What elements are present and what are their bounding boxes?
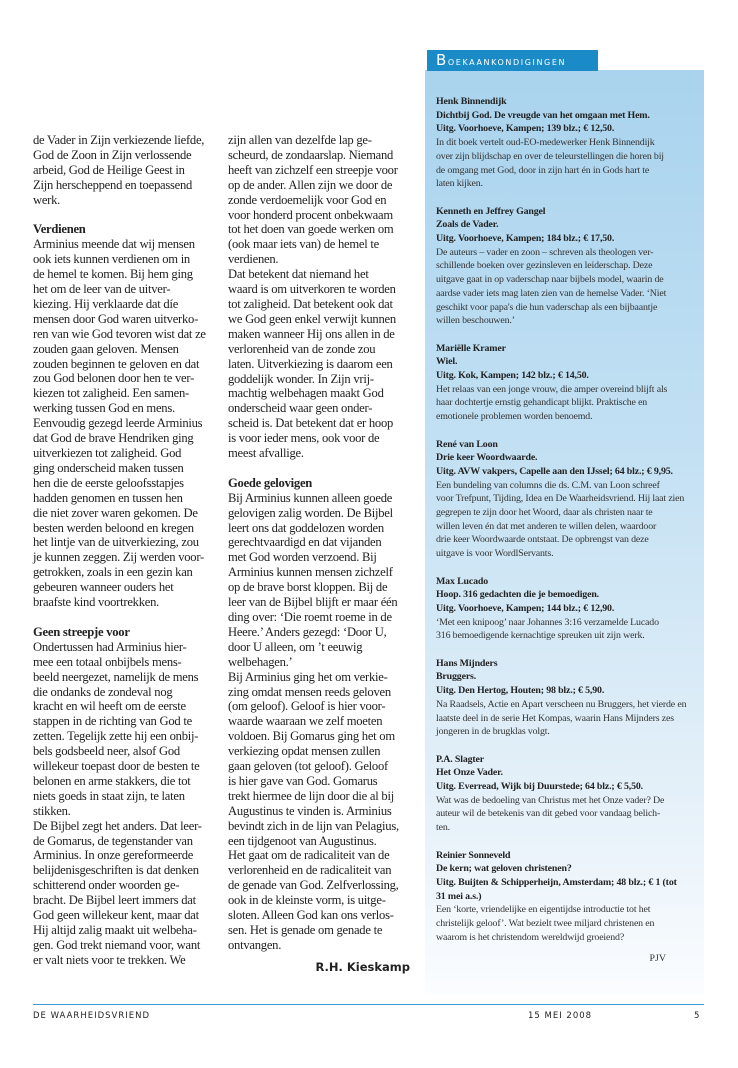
book-author: P.A. Slagter xyxy=(436,753,485,765)
book-publisher: Uitg. Den Hertog, Houten; 98 blz.; € 5,90. xyxy=(436,685,605,697)
signature: PJV xyxy=(649,953,666,964)
book-publisher: Uitg. AVW vakpers, Capelle aan den IJssel; 64 blz.; € 9,95. xyxy=(436,465,673,477)
book-title: Bruggers. xyxy=(436,671,477,683)
book-publisher: Uitg. Kok, Kampen; 142 blz.; € 14,50. xyxy=(436,370,589,382)
paragraph: Bij Arminius ging het om verkie- zing omdat mensen reeds geloven (om geloof). Geloof is hier voor- waarde waaraan we zelf moeten voldoen. Bij Gomarus ging het om verkiezing opdat mensen zullen gaan geloven (tot geloof). Geloof is hier gave van God. Gomarus trekt hiermee de lijn door die al bij Augustinus te vinden is. Arminius bevindt zich in de lijn van Pelagius, een tijdgenoot van Augustinus. xyxy=(228,669,399,848)
paragraph: De Bijbel zegt het anders. Dat leer- de Gomarus, de tegenstander van Arminius. In onze gereformeerde belijdenisgeschriften is dat denken schitterend onder woorden ge- bracht. De Bijbel leert immers dat God geen willekeur kent, maar dat Hij altijd zalig maakt uit welbeha- gen. God trekt niemand voor, want er valt niets voor te trekken. We xyxy=(33,818,202,967)
book-title: Dichtbij God. De vreugde van het omgaan met Hem. xyxy=(436,109,650,121)
book-title: Zoals de Vader. xyxy=(436,219,499,231)
book-entry xyxy=(436,575,698,644)
book-author: Hans Mijnders xyxy=(436,657,498,669)
paragraph: de Vader in Zijn verkiezende liefde, God de Zoon in Zijn verlossende arbeid, God de Heilige Geest in Zijn herscheppend en toepassend werk. xyxy=(33,133,205,207)
heading-initial: B xyxy=(436,51,448,69)
section-heading: Goede gelovigen xyxy=(228,475,313,490)
book-publisher: Uitg. Voorhoeve, Kampen; 139 blz.; € 12,50. xyxy=(436,123,615,135)
book-publisher: Uitg. Voorhoeve, Kampen; 144 blz.; € 12,90. xyxy=(436,602,615,614)
paragraph: zijn allen van dezelfde lap ge- scheurd, de zondaarslap. Niemand heeft van zichzelf een streepje voor op de ander. Allen zijn we door de zonde verdoemelijk voor God en voor honderd procent onbekwaam tot het doen van goede werken om (ook maar iets van) de hemel te verdienen. xyxy=(228,133,398,267)
spacer xyxy=(33,610,221,625)
footer-magazine-name: DE WAARHEIDSVRIEND xyxy=(33,1011,151,1021)
book-publisher: Uitg. Buijten & Schipperheijn, Amsterdam; 48 blz.; € 1 (tot 31 mei a.s.) xyxy=(436,876,677,902)
book-description: Een bundeling van columns die ds. C.M. van Loon schreef voor Trefpunt, Tijding, Idea en De Waarheidsvriend. Hij laat zien gegrepen te zijn door het Woord, daar als christen naar te willen leven én dat met anderen te willen delen, waardoor drie keer Woordwaarde ontstaat. De opbrengst van deze uitgave is voor WordlServants. xyxy=(436,479,685,560)
book-author: Kenneth en Jeffrey Gangel xyxy=(436,205,546,217)
book-description: De auteurs – vader en zoon – schreven als theologen ver- schillende boeken over gezinsleven en leiderschap. Deze uitgave gaat in op vaderschap naar bijbels model, waarin de aardse vader iets mag laten zien van de hemelse Vader. ‘Niet geschikt voor papa's die hun vaderschap als een bijbaantje willen beschouwen.’ xyxy=(436,246,667,327)
heading-rest: oekaankondigingen xyxy=(447,54,567,68)
book-title: Wiel. xyxy=(436,356,458,368)
book-description: In dit boek vertelt oud-EO-medewerker Henk Binnendijk over zijn blijdschap en over de teleurstellingen die horen bij de omgang met God, door in zijn hart én in Gods hart te laten kijken. xyxy=(436,137,664,190)
book-author: Reinier Sonneveld xyxy=(436,849,511,861)
book-entry xyxy=(436,849,698,945)
book-description: ‘Met een knipoog’ naar Johannes 3:16 verzamelde Lucado 316 bemoedigende kernachtige spreuken uit zijn werk. xyxy=(436,616,659,642)
spacer xyxy=(228,461,416,476)
book-description: Het relaas van een jonge vrouw, die amper overeind blijft als haar dochtertje ernstig gehandicapt blijkt. Praktische en emotionele problemen worden benoemd. xyxy=(436,383,668,423)
book-entry xyxy=(436,438,698,561)
section-heading: Verdienen xyxy=(33,222,86,237)
book-announcements-list xyxy=(436,95,698,958)
book-title: De kern; wat geloven christenen? xyxy=(436,863,572,875)
paragraph: Ondertussen had Arminius hier- mee een totaal onbijbels mens- beeld neergezet, namelijk de mens die ondanks de zondeval nog kracht en wil heeft om de eerste stappen in de richting van God te zetten. Tegelijk zette hij een onbij- bels godsbeeld neer, alsof God willekeur toepast door de besten te belonen en arme stakkers, die tot niets goeds in staat zijn, te laten stikken. xyxy=(33,639,200,818)
book-description: Wat was de bedoeling van Christus met het Onze vader? De auteur wil de betekenis van dit gebed voor vandaag belich- ten. xyxy=(436,794,665,834)
article-column-2 xyxy=(228,133,416,953)
article-column-1 xyxy=(33,133,221,968)
footer-date: 15 MEI 2008 xyxy=(528,1011,593,1021)
footer-page-number: 5 xyxy=(694,1011,701,1021)
book-title: Hoop. 316 gedachten die je bemoedigen. xyxy=(436,589,599,601)
book-author: René van Loon xyxy=(436,438,498,450)
paragraph: Dat betekent dat niemand het waard is om uitverkoren te worden tot zaligheid. Dat betekent ook dat we God geen enkel verwijt kunnen maken wanneer Hij ons allen in de verlorenheid van de zonde zou laten. Uitverkiezing is daarom een goddelijk wonder. In Zijn vrij- machtig welbehagen maakt God onderscheid waar geen onder- scheid is. Dat betekent dat er hoop is voor ieder mens, ook voor de meest afvallige. xyxy=(228,267,396,461)
book-description: Een ‘korte, vriendelijke en eigentijdse introductie tot het christelijk geloof’. Wat bezielt twee miljard christenen en waarom is het christendom wereldwijd groeiend? xyxy=(436,904,655,943)
paragraph: Bij Arminius kunnen alleen goede gelovigen zalig worden. De Bijbel leert ons dat goddelozen worden gerechtvaardigd en dat vijanden met God worden verzoend. Bij Arminius kunnen mensen zichzelf op de brave borst kloppen. Bij de leer van de Bijbel blijft er maar één ding over: ‘Die roemt roeme in de Heere.’ Anders gezegd: ‘Door U, door U alleen, om ’t eeuwig welbehagen.’ xyxy=(228,490,398,669)
spacer xyxy=(33,208,221,223)
book-entry xyxy=(436,657,698,739)
section-heading: Geen streepje voor xyxy=(33,624,130,639)
book-publisher: Uitg. Voorhoeve, Kampen; 184 blz.; € 17,50. xyxy=(436,233,615,245)
paragraph: Het gaat om de radicaliteit van de verlorenheid en de radicaliteit van de genade van God. Zelfverlossing, ook in de kleinste vorm, is uitge- sloten. Alleen God kan ons verlos- sen. Het is genade om genade te ontvangen. xyxy=(228,848,399,952)
book-author: Mariëlle Kramer xyxy=(436,342,506,354)
book-entry xyxy=(436,95,698,191)
book-announcements-heading xyxy=(427,50,598,71)
article-author: R.H. Kieskamp xyxy=(315,960,410,974)
book-author: Henk Binnendijk xyxy=(436,96,507,107)
book-entry xyxy=(436,205,698,328)
book-author: Max Lucado xyxy=(436,575,488,587)
book-entry xyxy=(436,753,698,835)
footer-divider xyxy=(33,1004,704,1005)
book-title: Het Onze Vader. xyxy=(436,767,503,779)
book-entry xyxy=(436,342,698,424)
book-title: Drie keer Woordwaarde. xyxy=(436,452,538,464)
book-description: Na Raadsels, Actie en Apart verscheen nu Bruggers, het vierde en laatste deel in de serie Het Kompas, waarin Hans Mijnders zes jongeren in de brugklas volgt. xyxy=(436,698,687,738)
paragraph: Arminius meende dat wij mensen ook iets kunnen verdienen om in de hemel te komen. Bij hem ging het om de leer van de uitver- kiezing. Hij verklaarde dat díe mensen door God waren uitverko- ren van wie God tevoren wist dat ze zouden gaan geloven. Mensen zouden beginnen te geloven en dat zou God belonen door hen te ver- kiezen tot zaligheid. Een samen- werking tussen God en mens. Eenvoudig gezegd leerde Arminius dat God de brave Hendriken ging uitverkiezen tot zaligheid. God ging onderscheid maken tussen hen die de eerste geloofsstapjes hadden genomen en tussen hen die niet zover waren gekomen. De besten werden beloond en kregen het lintje van de uitverkiezing, zou je kunnen zeggen. Zij werden voor- getrokken, zoals in een gezin kan gebeuren wanneer ouders het braafste kind voortrekken. xyxy=(33,237,206,610)
book-publisher: Uitg. Everread, Wijk bij Duurstede; 64 blz.; € 5,50. xyxy=(436,781,643,793)
